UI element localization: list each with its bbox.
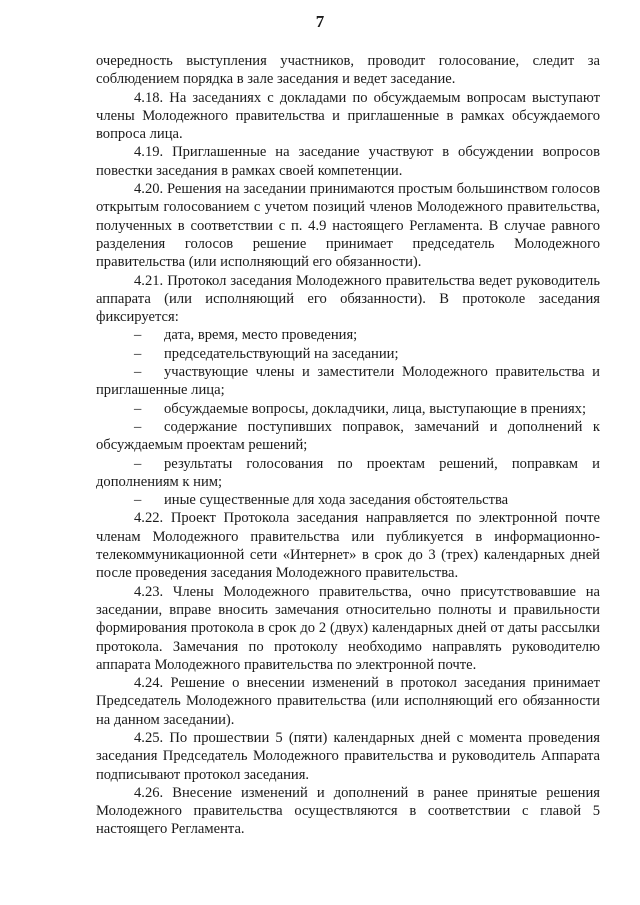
paragraph-4-21: 4.21. Протокол заседания Молодежного правительства ведет руководитель аппарата (или исполняющий его обязанности). В протоколе заседания фиксируется: [96, 272, 600, 326]
list-item-text: председательствующий на заседании; [164, 345, 399, 362]
list-dash: – [134, 327, 142, 344]
paragraph-4-23: 4.23. Члены Молодежного правительства, очно присутствовавшие на заседании, вправе вносить замечания относительно полноты и правильности формирования протокола в срок до 2 (двух) календарных дней от даты рассылки протокола. Замечания по протоколу необходимо направлять руководителю аппарата Молодежного правительства по электронной почте. [96, 583, 600, 673]
list-item [96, 326, 600, 344]
list-item-text: результаты голосования по проектам решений, поправкам и дополнениям к ним; [96, 455, 600, 490]
paragraph-4-25: 4.25. По прошествии 5 (пяти) календарных дней с момента проведения заседания Председатель Молодежного правительства и руководитель Аппарата подписывают протокол заседания. [96, 729, 600, 783]
paragraph-4-18: 4.18. На заседаниях с докладами по обсуждаемым вопросам выступают члены Молодежного правительства и приглашенные в рамках обсуждаемого вопроса лица. [96, 89, 600, 143]
list-item [96, 400, 600, 418]
list-item [96, 418, 600, 455]
list-item [96, 455, 600, 492]
page-number: 7 [315, 12, 325, 31]
list-dash: – [134, 364, 142, 381]
list-item [96, 345, 600, 363]
list-item-text: обсуждаемые вопросы, докладчики, лица, выступающие в прениях; [164, 400, 587, 417]
list-dash: – [134, 400, 142, 417]
list-dash: – [134, 345, 142, 362]
list-dash: – [134, 455, 142, 472]
list-dash: – [134, 418, 142, 435]
list-item [96, 363, 600, 400]
paragraph-4-20: 4.20. Решения на заседании принимаются простым большинством голосов открытым голосованием с учетом позиций членов Молодежного правительства, полученных в соответствии с п. 4.9 настоящего Регламента. В случае равного разделения голосов решение принимает председатель Молодежного правительства (или исполняющий его обязанности). [96, 181, 600, 271]
paragraph-continuation: очередность выступления участников, проводит голосование, следит за соблюдением порядка в зале заседания и ведет заседание. [96, 53, 600, 88]
paragraph-4-26: 4.26. Внесение изменений и дополнений в ранее принятые решения Молодежного правительства осуществляются в соответствии с главой 5 настоящего Регламента. [96, 784, 600, 838]
document-body [96, 52, 600, 839]
list-item-text: дата, время, место проведения; [164, 327, 358, 344]
protocol-items-list [96, 326, 600, 509]
list-item [96, 491, 600, 509]
list-dash: – [134, 492, 142, 509]
paragraph-4-19: 4.19. Приглашенные на заседание участвуют в обсуждении вопросов повестки заседания в рамках своей компетенции. [96, 144, 600, 179]
list-item-text: участвующие члены и заместители Молодежного правительства и приглашенные лица; [96, 364, 600, 399]
paragraph-4-22: 4.22. Проект Протокола заседания направляется по электронной почте членам Молодежного правительства или публикуется в информационно-телекоммуникационной сети «Интернет» в срок до 3 (трех) календарных дней после проведения заседания Молодежного правительства. [96, 510, 600, 582]
list-item-text: иные существенные для хода заседания обстоятельства [164, 492, 509, 509]
paragraph-4-24: 4.24. Решение о внесении изменений в протокол заседания принимает Председатель Молодежного правительства (или исполняющий его обязанности на данном заседании). [96, 675, 600, 728]
list-item-text: содержание поступивших поправок, замечаний и дополнений к обсуждаемым проектам решений; [96, 418, 600, 454]
